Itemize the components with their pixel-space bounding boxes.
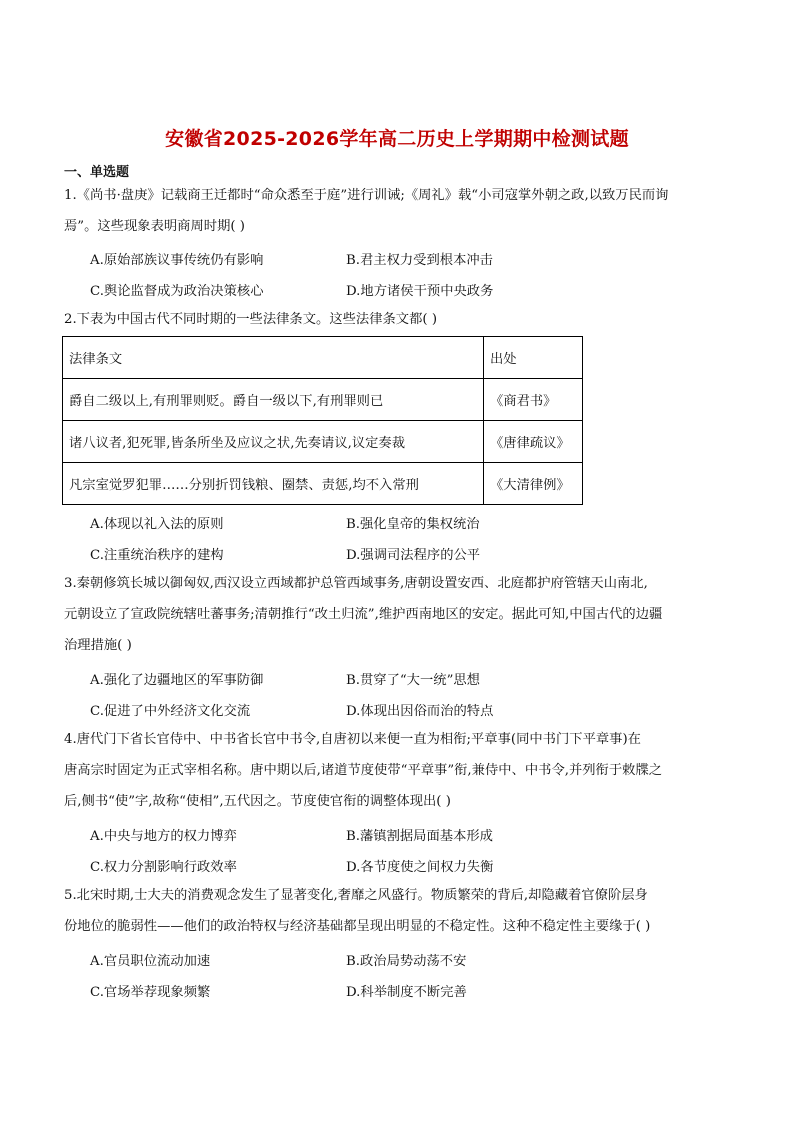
table-cell: 《商君书》 bbox=[484, 379, 583, 421]
question-5-option-c[interactable]: C.官场举荐现象频繁 bbox=[90, 985, 211, 1000]
question-5-option-d[interactable]: D.科举制度不断完善 bbox=[346, 985, 467, 1000]
question-1-option-d[interactable]: D.地方诸侯干预中央政务 bbox=[346, 284, 494, 299]
table-row bbox=[63, 379, 583, 421]
table-header-cell: 法律条文 bbox=[63, 337, 484, 379]
question-1-option-b[interactable]: B.君主权力受到根本冲击 bbox=[346, 253, 493, 268]
question-1-line-1: 1.《尚书·盘庚》记载商王迁都时“命众悉至于庭”进行训诫;《周礼》载“小司寇掌外朝之政,以致万民而询 bbox=[64, 188, 669, 203]
question-3-option-a[interactable]: A.强化了边疆地区的军事防御 bbox=[90, 673, 264, 688]
question-4-option-b[interactable]: B.藩镇割据局面基本形成 bbox=[346, 829, 493, 844]
question-4-line-1: 4.唐代门下省长官侍中、中书省长官中书令,自唐初以来便一直为相衔;平章事(同中书门下平章事)在 bbox=[64, 732, 641, 747]
question-2-option-d[interactable]: D.强调司法程序的公平 bbox=[346, 548, 481, 563]
table-cell: 《大清律例》 bbox=[484, 463, 583, 505]
table-cell: 爵自二级以上,有刑罪则贬。爵自一级以下,有刑罪则已 bbox=[63, 379, 484, 421]
question-1-option-a[interactable]: A.原始部族议事传统仍有影响 bbox=[90, 253, 264, 268]
question-5-line-2: 份地位的脆弱性——他们的政治特权与经济基础都呈现出明显的不稳定性。这种不稳定性主要缘于( ) bbox=[64, 919, 651, 934]
question-5-option-b[interactable]: B.政治局势动荡不安 bbox=[346, 954, 467, 969]
table-row bbox=[63, 463, 583, 505]
table-header-row bbox=[63, 337, 583, 379]
question-4-line-3: 后,侧书“使”字,故称“使相”,五代因之。节度使官衔的调整体现出( ) bbox=[64, 794, 451, 809]
question-2-line-1: 2.下表为中国古代不同时期的一些法律条文。这些法律条文都( ) bbox=[64, 312, 438, 327]
table-header-cell: 出处 bbox=[484, 337, 583, 379]
question-4-option-c[interactable]: C.权力分割影响行政效率 bbox=[90, 860, 237, 875]
question-2-option-c[interactable]: C.注重统治秩序的建构 bbox=[90, 548, 224, 563]
question-5-option-a[interactable]: A.官员职位流动加速 bbox=[90, 954, 211, 969]
question-4-line-2: 唐高宗时固定为正式宰相名称。唐中期以后,诸道节度使带“平章事”衔,兼侍中、中书令,并列衔于敕牒之 bbox=[64, 763, 663, 778]
question-4-option-a[interactable]: A.中央与地方的权力博弈 bbox=[90, 829, 237, 844]
question-3-option-c[interactable]: C.促进了中外经济文化交流 bbox=[90, 704, 251, 719]
question-3-line-3: 治理措施( ) bbox=[64, 638, 132, 653]
question-5-line-1: 5.北宋时期,士大夫的消费观念发生了显著变化,奢靡之风盛行。物质繁荣的背后,却隐藏着官僚阶层身 bbox=[64, 888, 648, 903]
table-cell: 诸八议者,犯死罪,皆条所坐及应议之状,先奏请议,议定奏裁 bbox=[63, 421, 484, 463]
question-3-line-1: 3.秦朝修筑长城以御匈奴,西汉设立西域都护总管西域事务,唐朝设置安西、北庭都护府管辖天山南北, bbox=[64, 576, 648, 591]
question-2-option-b[interactable]: B.强化皇帝的集权统治 bbox=[346, 517, 480, 532]
question-4-option-d[interactable]: D.各节度使之间权力失衡 bbox=[346, 860, 494, 875]
question-3-line-2: 元朝设立了宣政院统辖吐蕃事务;清朝推行“改土归流”,维护西南地区的安定。据此可知,中国古代的边疆 bbox=[64, 607, 663, 622]
question-3-option-b[interactable]: B.贯穿了“大一统”思想 bbox=[346, 673, 480, 688]
question-1-line-2: 焉”。这些现象表明商周时期( ) bbox=[64, 219, 245, 234]
section-heading: 一、单选题 bbox=[64, 165, 130, 180]
law-table bbox=[62, 336, 583, 505]
table-row bbox=[63, 421, 583, 463]
question-3-option-d[interactable]: D.体现出因俗而治的特点 bbox=[346, 704, 494, 719]
table-cell: 《唐律疏议》 bbox=[484, 421, 583, 463]
question-1-option-c[interactable]: C.舆论监督成为政治决策核心 bbox=[90, 284, 264, 299]
page-title: 安徽省2025-2026学年高二历史上学期期中检测试题 bbox=[165, 128, 629, 150]
table-cell: 凡宗室觉罗犯罪……分别折罚钱粮、圈禁、责惩,均不入常刑 bbox=[63, 463, 484, 505]
question-2-option-a[interactable]: A.体现以礼入法的原则 bbox=[90, 517, 224, 532]
